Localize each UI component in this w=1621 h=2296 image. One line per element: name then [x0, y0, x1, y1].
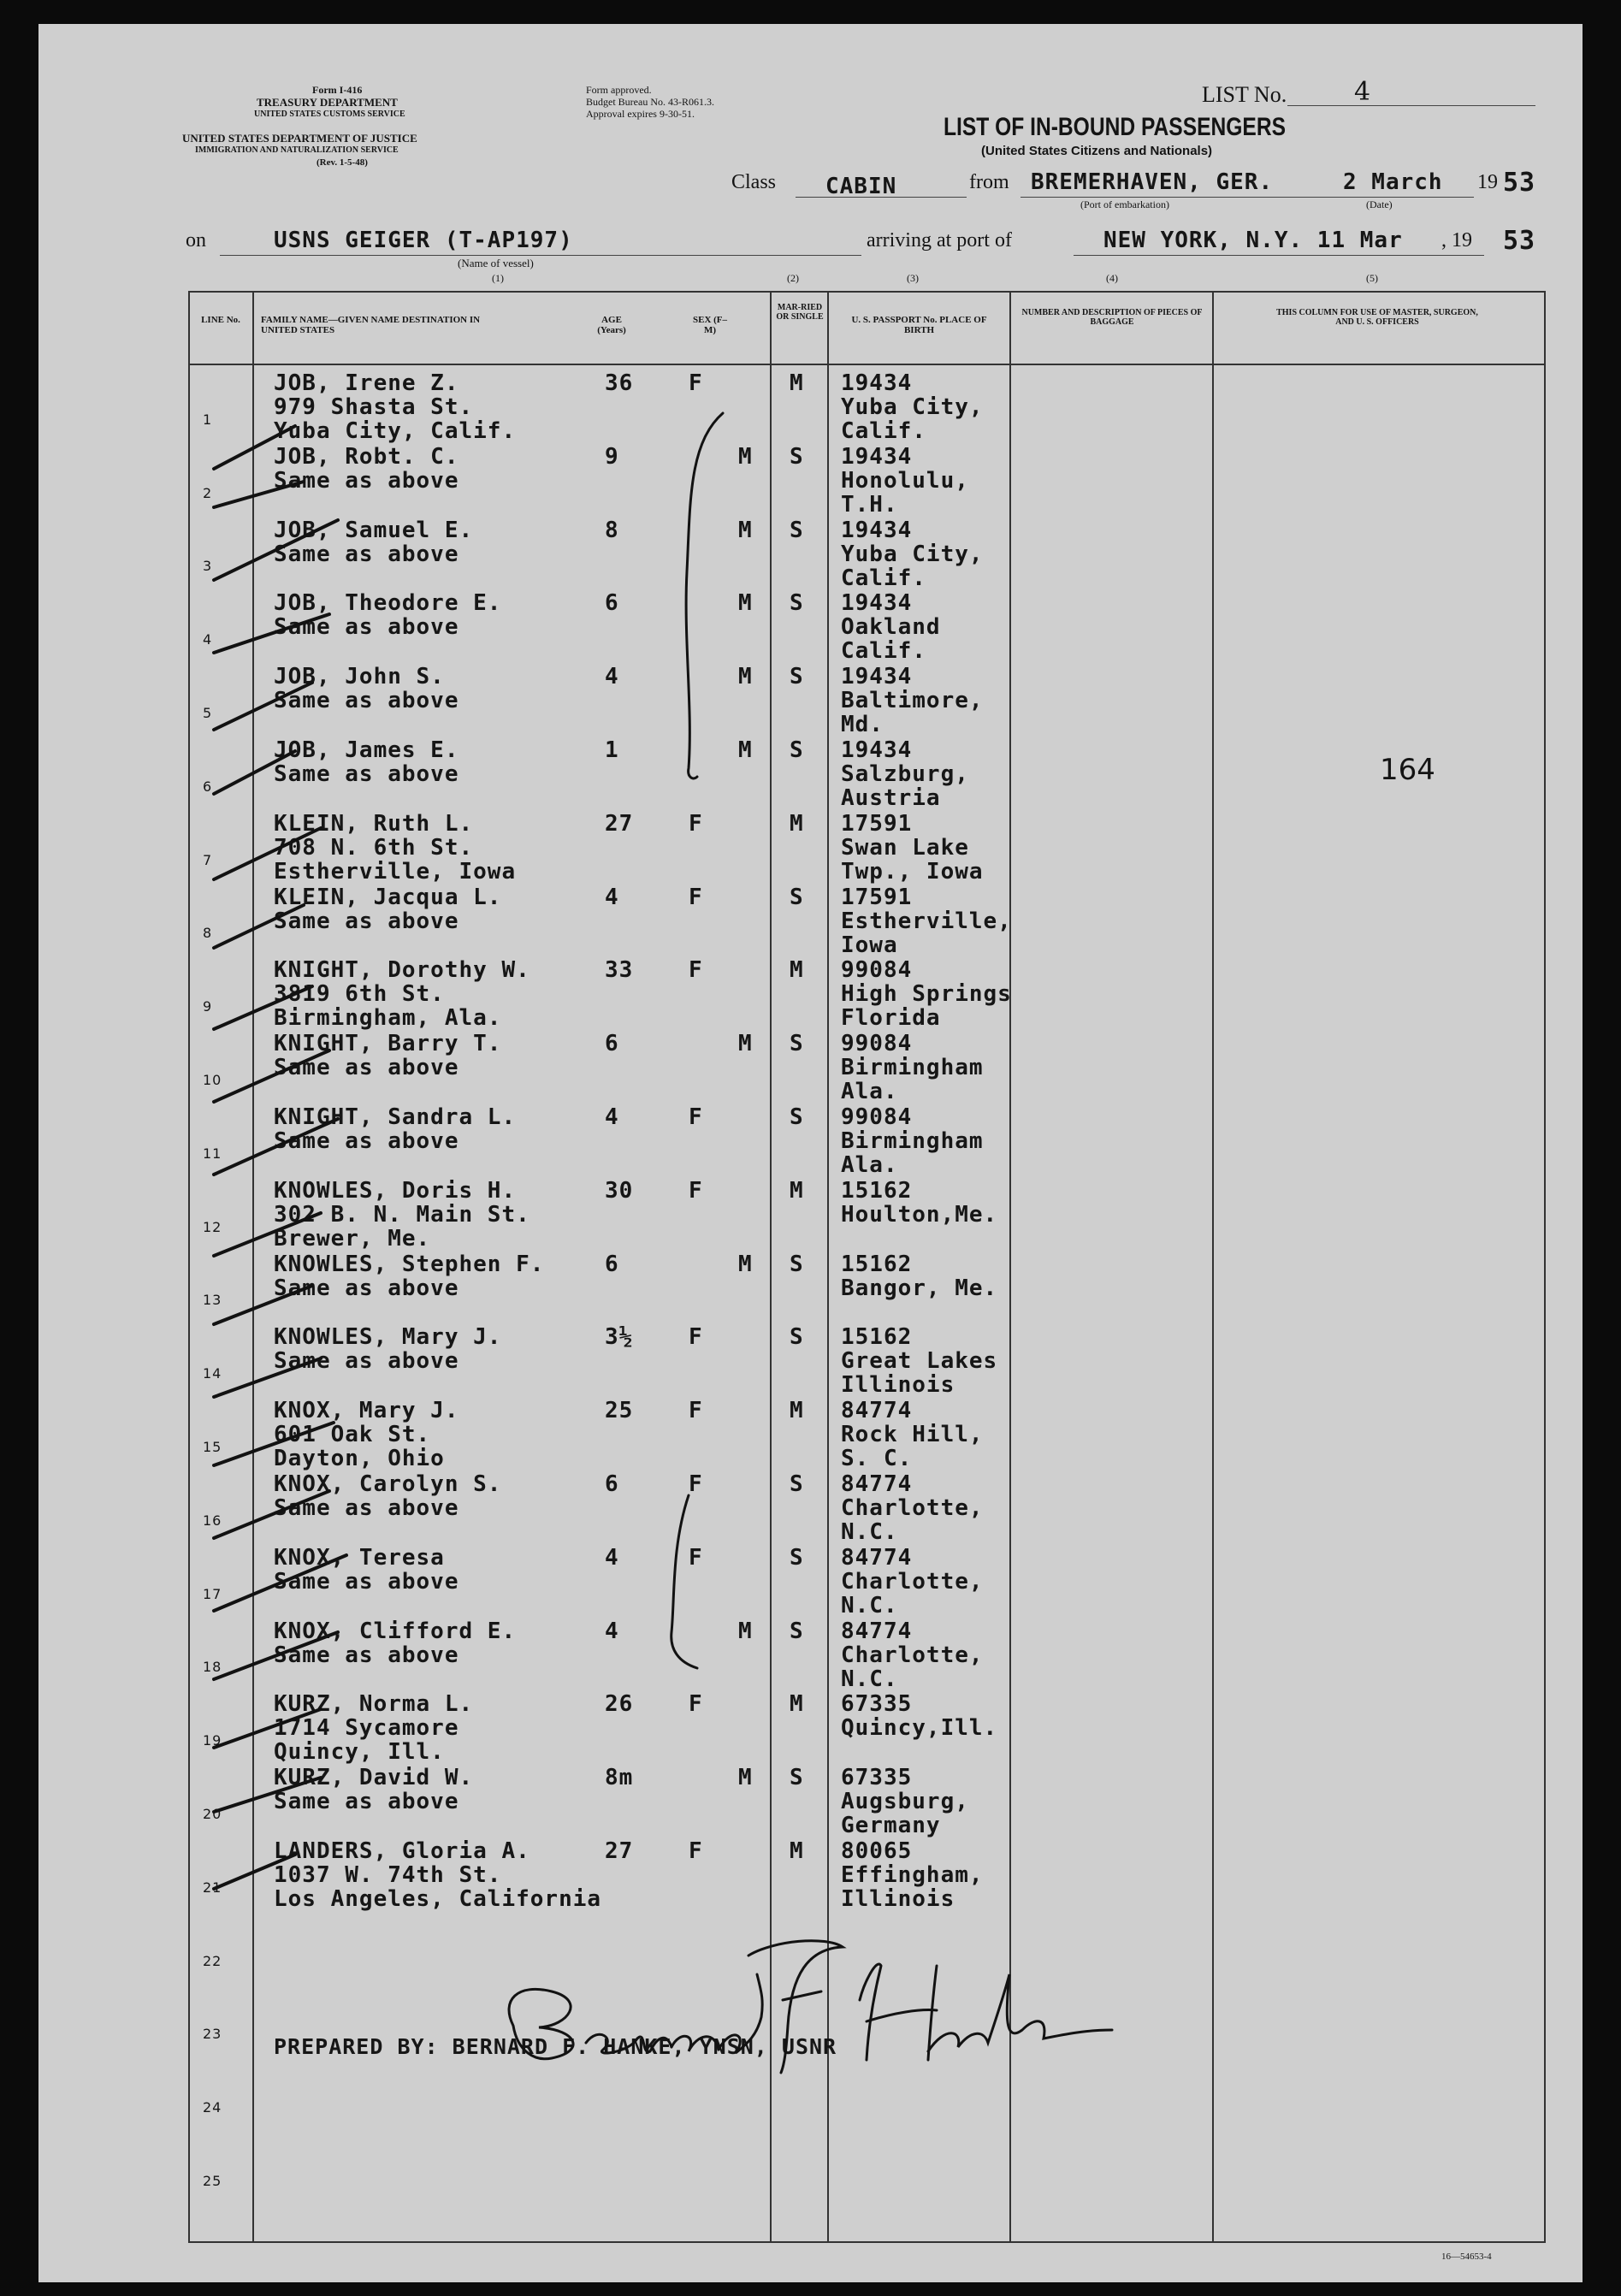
- vessel-name: USNS GEIGER (T-AP197): [274, 228, 573, 253]
- arrival-port: NEW YORK, N.Y. 11 Mar: [1103, 228, 1403, 253]
- passenger-address: Same as above: [274, 1495, 459, 1521]
- passenger-age: 26: [605, 1691, 634, 1718]
- passenger-address: Same as above: [274, 1128, 459, 1154]
- col-num-3: (3): [907, 272, 919, 284]
- marital-status: M: [790, 810, 804, 837]
- marital-status: S: [790, 737, 804, 763]
- birthplace-2: Twp., Iowa: [841, 858, 984, 885]
- marital-status: S: [790, 1104, 804, 1130]
- passenger-sex-f: F: [689, 1104, 703, 1130]
- passenger-name: KURZ, Norma L.: [274, 1691, 474, 1718]
- passenger-name: KNIGHT, Barry T.: [274, 1031, 502, 1057]
- birthplace: Yuba City,: [841, 394, 984, 420]
- passenger-sex-f: F: [689, 957, 703, 984]
- col-header-baggage: NUMBER AND DESCRIPTION OF PIECES OF BAGGAGE: [1021, 308, 1203, 327]
- col-header-sex: SEX (F–M): [692, 315, 728, 335]
- passport-number: 19434: [841, 443, 913, 470]
- passenger-sex-f: F: [689, 1544, 703, 1571]
- check-mark: [214, 1778, 321, 1812]
- footer-code: 16—54653-4: [1441, 2252, 1492, 2262]
- bracket-mark: [671, 1495, 697, 1668]
- port-embarkation: BREMERHAVEN, GER.: [1031, 169, 1274, 195]
- passenger-sex-m: M: [738, 664, 753, 690]
- birthplace-2: N.C.: [841, 1519, 898, 1545]
- passenger-name: KNIGHT, Dorothy W.: [274, 957, 530, 984]
- passenger-sex-m: M: [738, 737, 753, 763]
- passport-number: 19434: [841, 517, 913, 543]
- passport-number: 15162: [841, 1324, 913, 1351]
- birthplace: Yuba City,: [841, 541, 984, 567]
- passenger-sex-f: F: [689, 1324, 703, 1351]
- list-no-value: 4: [1354, 77, 1371, 107]
- birthplace: Houlton,Me.: [841, 1201, 998, 1228]
- passenger-address: 3819 6th St.: [274, 981, 445, 1008]
- passport-number: 19434: [841, 664, 913, 690]
- birthplace-2: Florida: [841, 1005, 941, 1032]
- check-mark: [214, 1709, 321, 1748]
- marital-status: S: [790, 1031, 804, 1057]
- passenger-address: Same as above: [274, 761, 459, 787]
- list-subtitle: (United States Citizens and Nationals): [981, 144, 1213, 158]
- passenger-address: 1714 Sycamore: [274, 1715, 459, 1742]
- col-header-married: MAR-RIED OR SINGLE: [776, 303, 824, 322]
- passenger-address: Same as above: [274, 467, 459, 494]
- passenger-address: 1037 W. 74th St.: [274, 1862, 502, 1888]
- birthplace: Birmingham: [841, 1055, 984, 1081]
- passenger-name: KNOX, Mary J.: [274, 1398, 459, 1424]
- birthplace: High Springs: [841, 981, 1012, 1008]
- passenger-age: 6: [605, 1471, 619, 1497]
- birthplace: Swan Lake: [841, 834, 969, 861]
- passenger-address: Same as above: [274, 1275, 459, 1301]
- ins-service: IMMIGRATION AND NATURALIZATION SERVICE: [195, 145, 399, 155]
- col-num-5: (5): [1366, 272, 1378, 284]
- passenger-address: Same as above: [274, 688, 459, 714]
- passenger-address-2: Quincy, Ill.: [274, 1739, 445, 1766]
- line-number: 6: [203, 778, 213, 795]
- passenger-address: Same as above: [274, 1642, 459, 1668]
- passport-number: 99084: [841, 957, 913, 984]
- line-number: 10: [203, 1072, 222, 1088]
- passenger-name: KNOWLES, Doris H.: [274, 1177, 517, 1204]
- passenger-sex-f: F: [689, 810, 703, 837]
- passenger-name: JOB, Robt. C.: [274, 443, 459, 470]
- birthplace-2: N.C.: [841, 1592, 898, 1618]
- passenger-sex-m: M: [738, 590, 753, 617]
- line-number: 17: [203, 1585, 222, 1602]
- passenger-age: 33: [605, 957, 634, 984]
- marital-status: S: [790, 1544, 804, 1571]
- passenger-age: 1: [605, 737, 619, 763]
- marital-status: M: [790, 1177, 804, 1204]
- passenger-sex-f: F: [689, 1398, 703, 1424]
- arriving-label: arriving at port of: [867, 229, 1012, 251]
- embark-date: 2 March: [1343, 169, 1443, 195]
- passenger-name: JOB, John S.: [274, 664, 445, 690]
- arrival-year-prefix: , 19: [1441, 229, 1472, 251]
- from-label: from: [969, 171, 1009, 193]
- marital-status: S: [790, 517, 804, 543]
- passenger-name: KNOWLES, Stephen F.: [274, 1251, 545, 1277]
- marital-status: M: [790, 370, 804, 396]
- passenger-name: LANDERS, Gloria A.: [274, 1838, 530, 1864]
- birthplace-2: Illinois: [841, 1372, 955, 1399]
- passenger-age: 36: [605, 370, 634, 396]
- marital-status: S: [790, 1471, 804, 1497]
- passenger-age: 4: [605, 1104, 619, 1130]
- passenger-name: KNOX, Teresa: [274, 1544, 445, 1571]
- marital-status: M: [790, 1398, 804, 1424]
- birthplace: Charlotte,: [841, 1495, 984, 1521]
- passenger-name: JOB, Irene Z.: [274, 370, 459, 396]
- birthplace: Charlotte,: [841, 1568, 984, 1595]
- passenger-address: Same as above: [274, 908, 459, 934]
- passenger-age: 4: [605, 664, 619, 690]
- officer-note: 164: [1380, 753, 1435, 787]
- passenger-name: JOB, James E.: [274, 737, 459, 763]
- line-number: 23: [203, 2026, 222, 2043]
- passenger-address-2: Los Angeles, California: [274, 1886, 602, 1912]
- check-mark: [214, 1213, 321, 1256]
- birthplace: Great Lakes: [841, 1348, 998, 1375]
- check-mark: [214, 1632, 338, 1679]
- vessel-note: (Name of vessel): [458, 257, 534, 269]
- marital-status: S: [790, 443, 804, 470]
- passenger-name: KNOX, Clifford E.: [274, 1618, 517, 1644]
- passenger-address: 979 Shasta St.: [274, 394, 474, 420]
- arrival-year: 53: [1503, 226, 1536, 256]
- col-header-age: AGE (Years): [597, 315, 626, 335]
- date-note: (Date): [1366, 198, 1393, 210]
- prepared-by: PREPARED BY: BERNARD F. HANKE, YNSN, USNR: [274, 2034, 837, 2059]
- customs-service: UNITED STATES CUSTOMS SERVICE: [254, 109, 405, 119]
- passport-number: 19434: [841, 370, 913, 396]
- check-mark: [214, 751, 295, 794]
- marital-status: S: [790, 884, 804, 910]
- birthplace: Quincy,Ill.: [841, 1715, 998, 1742]
- passport-number: 84774: [841, 1398, 913, 1424]
- col-header-name: FAMILY NAME—GIVEN NAME DESTINATION IN UNITED STATES: [261, 315, 481, 335]
- birthplace-2: Md.: [841, 712, 884, 738]
- line-number: 2: [203, 484, 213, 501]
- marital-status: S: [790, 590, 804, 617]
- signature-image: [509, 1941, 1112, 2073]
- passport-number: 17591: [841, 884, 913, 910]
- line-number: 9: [203, 998, 213, 1015]
- check-mark: [214, 1050, 329, 1102]
- check-mark: [214, 426, 295, 469]
- passenger-age: 8: [605, 517, 619, 543]
- passenger-address: Same as above: [274, 1055, 459, 1081]
- birthplace: Honolulu,: [841, 467, 969, 494]
- check-mark: [214, 1423, 334, 1465]
- passenger-age: 6: [605, 590, 619, 617]
- passenger-name: KNIGHT, Sandra L.: [274, 1104, 517, 1130]
- passport-number: 99084: [841, 1104, 913, 1130]
- passenger-age: 8m: [605, 1765, 634, 1791]
- birthplace-2: Ala.: [841, 1079, 898, 1105]
- revision: (Rev. 1-5-48): [317, 157, 368, 168]
- check-mark: [214, 683, 312, 730]
- passenger-address: 708 N. 6th St.: [274, 834, 474, 861]
- line-number: 15: [203, 1439, 222, 1455]
- birthplace-2: Calif.: [841, 565, 926, 591]
- handwriting-overlay: [38, 24, 1583, 2282]
- check-mark: [214, 614, 329, 653]
- marital-status: S: [790, 1765, 804, 1791]
- passenger-sex-m: M: [738, 443, 753, 470]
- passenger-age: 4: [605, 1544, 619, 1571]
- class-value: CABIN: [825, 174, 897, 199]
- birthplace-2: N.C.: [841, 1666, 898, 1692]
- budget-bureau: Budget Bureau No. 43-R061.3.: [586, 96, 714, 108]
- marital-status: M: [790, 1691, 804, 1718]
- marital-status: M: [790, 957, 804, 984]
- birthplace-2: Illinois: [841, 1886, 955, 1912]
- line-number: 18: [203, 1659, 222, 1676]
- list-no-label: LIST No.: [1202, 82, 1287, 107]
- passenger-age: 27: [605, 1838, 634, 1864]
- passenger-age: 30: [605, 1177, 634, 1204]
- check-mark: [214, 1855, 295, 1889]
- line-number: 12: [203, 1218, 222, 1235]
- check-mark: [214, 1119, 338, 1175]
- passport-number: 17591: [841, 810, 913, 837]
- passenger-name: KLEIN, Ruth L.: [274, 810, 474, 837]
- class-label: Class: [731, 171, 777, 193]
- line-number: 21: [203, 1879, 222, 1896]
- passenger-sex-f: F: [689, 1838, 703, 1864]
- passenger-sex-f: F: [689, 884, 703, 910]
- passenger-address: Same as above: [274, 1789, 459, 1815]
- birthplace-2: Iowa: [841, 932, 898, 958]
- form-sheet: [38, 24, 1583, 2282]
- passenger-name: KLEIN, Jacqua L.: [274, 884, 502, 910]
- col-header-passport: U. S. PASSPORT No. PLACE OF BIRTH: [851, 315, 987, 335]
- line-number: 3: [203, 558, 213, 575]
- embark-year-prefix: 19: [1477, 171, 1498, 193]
- line-number: 22: [203, 1952, 222, 1969]
- line-number: 11: [203, 1145, 222, 1162]
- form-approved: Form approved.: [586, 84, 652, 96]
- embark-year: 53: [1503, 168, 1536, 198]
- check-mark: [214, 1555, 346, 1611]
- passenger-sex-m: M: [738, 1251, 753, 1277]
- birthplace-2: Ala.: [841, 1152, 898, 1178]
- passenger-sex-f: F: [689, 1691, 703, 1718]
- passenger-name: KURZ, David W.: [274, 1765, 474, 1791]
- passenger-address: 601 Oak St.: [274, 1422, 431, 1448]
- passenger-sex-f: F: [689, 1471, 703, 1497]
- treasury-dept: TREASURY DEPARTMENT: [257, 96, 398, 109]
- passenger-address: Same as above: [274, 614, 459, 641]
- passenger-age: 4: [605, 884, 619, 910]
- birthplace: Charlotte,: [841, 1642, 984, 1668]
- passenger-age: 6: [605, 1251, 619, 1277]
- birthplace: Effingham,: [841, 1862, 984, 1888]
- birthplace: Salzburg,: [841, 761, 969, 787]
- col-num-2: (2): [787, 272, 799, 284]
- line-number: 14: [203, 1365, 222, 1382]
- passenger-sex-m: M: [738, 517, 753, 543]
- col-num-4: (4): [1106, 272, 1118, 284]
- passenger-address-2: Brewer, Me.: [274, 1225, 431, 1252]
- birthplace: Rock Hill,: [841, 1422, 984, 1448]
- birthplace: Birmingham: [841, 1128, 984, 1154]
- passport-number: 99084: [841, 1031, 913, 1057]
- passenger-address: Same as above: [274, 1348, 459, 1375]
- marital-status: S: [790, 1324, 804, 1351]
- passport-number: 84774: [841, 1544, 913, 1571]
- passenger-address: Same as above: [274, 1568, 459, 1595]
- marital-status: S: [790, 1251, 804, 1277]
- birthplace-2: S. C.: [841, 1446, 913, 1472]
- passenger-age: 3½: [605, 1324, 634, 1351]
- passport-number: 19434: [841, 590, 913, 617]
- passenger-name: JOB, Theodore E.: [274, 590, 502, 617]
- marital-status: S: [790, 1618, 804, 1644]
- line-number: 4: [203, 631, 213, 648]
- passenger-sex-f: F: [689, 370, 703, 396]
- form-number: Form I-416: [312, 84, 363, 96]
- passenger-age: 27: [605, 810, 634, 837]
- col-header-line: LINE No.: [201, 315, 240, 325]
- passport-number: 84774: [841, 1618, 913, 1644]
- line-number: 20: [203, 1806, 222, 1822]
- check-mark: [214, 482, 304, 507]
- check-mark: [214, 520, 338, 580]
- line-number: 25: [203, 2173, 222, 2189]
- justice-dept: UNITED STATES DEPARTMENT OF JUSTICE: [182, 132, 417, 145]
- passenger-age: 25: [605, 1398, 634, 1424]
- line-number: 24: [203, 2099, 222, 2116]
- passport-number: 80065: [841, 1838, 913, 1864]
- passenger-address-2: Estherville, Iowa: [274, 858, 517, 885]
- birthplace: Oakland: [841, 614, 941, 641]
- birthplace: Bangor, Me.: [841, 1275, 998, 1301]
- passenger-name: JOB, Samuel E.: [274, 517, 474, 543]
- birthplace: Estherville,: [841, 908, 1012, 934]
- check-mark: [214, 986, 312, 1029]
- passport-number: 67335: [841, 1691, 913, 1718]
- birthplace-2: T.H.: [841, 491, 898, 518]
- passenger-sex-m: M: [738, 1031, 753, 1057]
- birthplace-2: Calif.: [841, 418, 926, 444]
- passport-number: 84774: [841, 1471, 913, 1497]
- line-number: 13: [203, 1292, 222, 1309]
- line-number: 8: [203, 925, 213, 942]
- passenger-sex-f: F: [689, 1177, 703, 1204]
- check-mark: [214, 1491, 329, 1538]
- passenger-address: Same as above: [274, 541, 459, 567]
- birthplace-2: Austria: [841, 785, 941, 811]
- passport-number: 19434: [841, 737, 913, 763]
- passenger-name: KNOX, Carolyn S.: [274, 1471, 502, 1497]
- passenger-address-2: Yuba City, Calif.: [274, 418, 517, 444]
- passenger-sex-m: M: [738, 1765, 753, 1791]
- passenger-address: 302 B. N. Main St.: [274, 1201, 530, 1228]
- birthplace: Baltimore,: [841, 688, 984, 714]
- col-num-1: (1): [492, 272, 504, 284]
- birthplace-2: Germany: [841, 1813, 941, 1839]
- passenger-address-2: Birmingham, Ala.: [274, 1005, 502, 1032]
- check-mark: [214, 828, 321, 879]
- passport-number: 15162: [841, 1177, 913, 1204]
- port-embark-note: (Port of embarkation): [1080, 198, 1169, 210]
- passenger-age: 6: [605, 1031, 619, 1057]
- passenger-age: 4: [605, 1618, 619, 1644]
- passport-number: 67335: [841, 1765, 913, 1791]
- passenger-age: 9: [605, 443, 619, 470]
- line-number: 16: [203, 1512, 222, 1529]
- list-title: LIST OF IN-BOUND PASSENGERS: [944, 113, 1287, 141]
- passport-number: 15162: [841, 1251, 913, 1277]
- birthplace: Augsburg,: [841, 1789, 969, 1815]
- passenger-name: KNOWLES, Mary J.: [274, 1324, 502, 1351]
- check-mark: [214, 905, 304, 948]
- line-number: 1: [203, 411, 213, 428]
- line-number: 5: [203, 705, 213, 721]
- on-label: on: [186, 229, 206, 251]
- passenger-address-2: Dayton, Ohio: [274, 1446, 445, 1472]
- check-mark: [214, 1286, 312, 1324]
- marital-status: M: [790, 1838, 804, 1864]
- birthplace-2: Calif.: [841, 638, 926, 665]
- marital-status: S: [790, 664, 804, 690]
- bracket-mark: [686, 413, 723, 778]
- approval-expires: Approval expires 9-30-51.: [586, 108, 695, 120]
- passenger-sex-m: M: [738, 1618, 753, 1644]
- check-mark: [214, 1358, 321, 1397]
- col-header-officers: THIS COLUMN FOR USE OF MASTER, SURGEON, AND U. S. OFFICERS: [1276, 308, 1478, 327]
- line-number: 7: [203, 851, 213, 868]
- line-number: 19: [203, 1732, 222, 1749]
